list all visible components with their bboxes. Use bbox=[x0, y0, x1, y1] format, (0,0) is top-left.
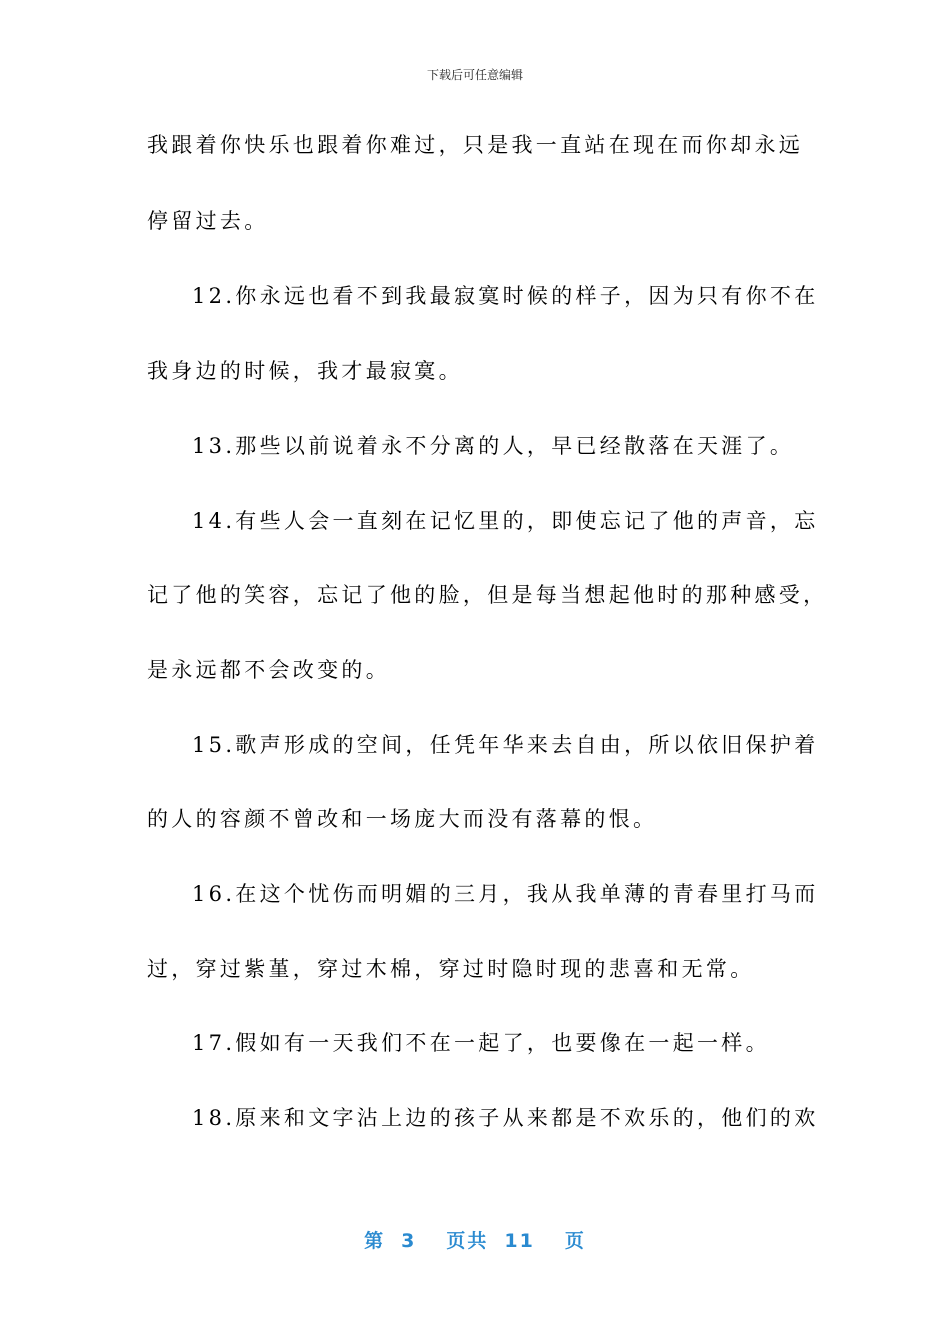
page-number: 3 bbox=[401, 1230, 417, 1252]
text-line: 16.在这个忧伤而明媚的三月，我从我单薄的青春里打马而 bbox=[192, 882, 819, 906]
text-line: 14.有些人会一直刻在记忆里的，即使忘记了他的声音，忘 bbox=[192, 509, 819, 533]
text-line: 记了他的笑容，忘记了他的脸，但是每当想起他时的那种感受， bbox=[147, 583, 828, 607]
text-line: 15.歌声形成的空间，任凭年华来去自由，所以依旧保护着 bbox=[192, 733, 819, 757]
text-line: 我跟着你快乐也跟着你难过，只是我一直站在现在而你却永远 bbox=[147, 133, 804, 157]
text-line: 18.原来和文字沾上边的孩子从来都是不欢乐的，他们的欢 bbox=[192, 1106, 819, 1130]
page-label-middle: 页共 bbox=[446, 1230, 489, 1252]
text-line: 停留过去。 bbox=[147, 209, 269, 233]
header-note: 下载后可任意编辑 bbox=[426, 68, 523, 82]
page-total: 11 bbox=[504, 1230, 535, 1252]
text-line: 17.假如有一天我们不在一起了，也要像在一起一样。 bbox=[192, 1031, 770, 1055]
text-line: 我身边的时候，我才最寂寞。 bbox=[147, 359, 463, 383]
page-footer bbox=[0, 1226, 950, 1253]
page-label-prefix: 第 bbox=[364, 1230, 386, 1252]
text-line: 13.那些以前说着永不分离的人，早已经散落在天涯了。 bbox=[192, 434, 795, 458]
text-line: 是永远都不会改变的。 bbox=[147, 658, 390, 682]
text-line: 12.你永远也看不到我最寂寞时候的样子，因为只有你不在 bbox=[192, 284, 819, 308]
text-line: 的人的容颜不曾改和一场庞大而没有落幕的恨。 bbox=[147, 807, 658, 831]
text-line: 过，穿过紫堇，穿过木棉，穿过时隐时现的悲喜和无常。 bbox=[147, 957, 755, 981]
page-label-suffix: 页 bbox=[564, 1230, 586, 1252]
